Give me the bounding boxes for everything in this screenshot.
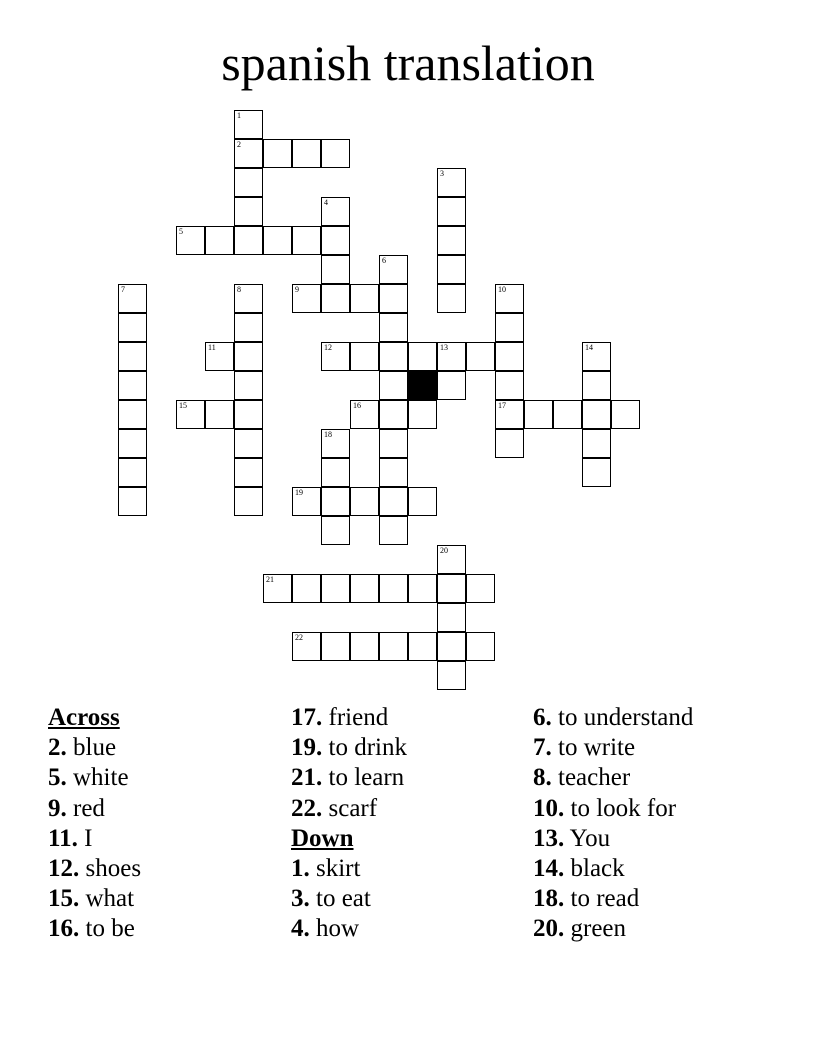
- grid-cell[interactable]: [321, 342, 350, 371]
- clue-number: 14: [585, 343, 593, 352]
- grid-cell[interactable]: [118, 400, 147, 429]
- clue-item-text: to understand: [558, 704, 694, 731]
- clue-item-text: teacher: [558, 764, 631, 792]
- grid-cell[interactable]: [379, 516, 408, 545]
- clue-item-number: 9.: [48, 794, 67, 822]
- clue-item-text: to be: [85, 915, 135, 943]
- grid-cell[interactable]: [118, 429, 147, 458]
- clue-item-number: 21.: [291, 764, 323, 792]
- grid-cell[interactable]: [176, 226, 205, 255]
- grid-cell[interactable]: [611, 400, 640, 429]
- grid-cell[interactable]: [234, 168, 263, 197]
- clue-item-text: green: [570, 915, 627, 943]
- clue-number: 4: [324, 198, 328, 207]
- grid-cell[interactable]: [437, 197, 466, 226]
- clue-item-text: what: [85, 885, 135, 913]
- grid-cell[interactable]: [234, 371, 263, 400]
- grid-cell[interactable]: [234, 313, 263, 342]
- clue-item-number: 14.: [533, 855, 565, 883]
- clue-item-number: 17.: [291, 704, 323, 731]
- clue-item: [291, 914, 407, 944]
- grid-cell[interactable]: [234, 197, 263, 226]
- grid-cell[interactable]: [292, 574, 321, 603]
- clue-item-number: 8.: [533, 764, 552, 792]
- grid-cell[interactable]: [118, 342, 147, 371]
- grid-cell[interactable]: [437, 371, 466, 400]
- grid-cell[interactable]: [292, 487, 321, 516]
- down-header: Down: [291, 824, 354, 852]
- grid-cell[interactable]: [495, 371, 524, 400]
- grid-cell[interactable]: [321, 458, 350, 487]
- grid-cell[interactable]: [553, 400, 582, 429]
- clue-item-text: black: [570, 855, 625, 883]
- grid-cell[interactable]: [437, 574, 466, 603]
- clue-item: [291, 733, 407, 763]
- grid-cell[interactable]: [321, 255, 350, 284]
- grid-cell[interactable]: [495, 284, 524, 313]
- clues-column-1: [48, 703, 141, 945]
- clue-item-number: 22.: [291, 794, 323, 822]
- grid-cell[interactable]: [379, 284, 408, 313]
- grid-cell[interactable]: [350, 400, 379, 429]
- clue-item-text: I: [84, 824, 93, 852]
- grid-cell[interactable]: [437, 284, 466, 313]
- clue-number: 6: [382, 256, 386, 265]
- grid-cell[interactable]: [350, 574, 379, 603]
- grid-cell[interactable]: [234, 284, 263, 313]
- clue-number: 1: [237, 111, 241, 120]
- grid-cell[interactable]: [263, 139, 292, 168]
- clue-item-text: to eat: [316, 885, 371, 913]
- puzzle-title: spanish translation: [221, 35, 595, 91]
- clue-item-text: shoes: [85, 855, 142, 883]
- grid-cell[interactable]: [321, 516, 350, 545]
- clue-item-number: 1.: [291, 855, 310, 883]
- clue-item-text: scarf: [328, 794, 378, 822]
- grid-cell[interactable]: [234, 458, 263, 487]
- grid-cell[interactable]: [582, 429, 611, 458]
- clue-number: 3: [440, 169, 444, 178]
- grid-cell[interactable]: [350, 487, 379, 516]
- grid-cell[interactable]: [263, 226, 292, 255]
- grid-cell[interactable]: [379, 429, 408, 458]
- grid-cell[interactable]: [321, 429, 350, 458]
- grid-cell[interactable]: [205, 342, 234, 371]
- clue-number: 15: [179, 401, 187, 410]
- grid-cell[interactable]: [379, 487, 408, 516]
- grid-cell[interactable]: [321, 197, 350, 226]
- clue-item: [48, 884, 141, 914]
- clue-item-number: 19.: [291, 734, 323, 762]
- grid-cell[interactable]: [582, 400, 611, 429]
- clue-number: 8: [237, 285, 241, 294]
- grid-cell[interactable]: [524, 400, 553, 429]
- clue-item-number: 4.: [291, 915, 310, 943]
- clue-item: [291, 763, 407, 793]
- grid-cell[interactable]: [118, 458, 147, 487]
- grid-cell[interactable]: [582, 458, 611, 487]
- grid-cell[interactable]: [350, 284, 379, 313]
- clue-number: 18: [324, 430, 332, 439]
- grid-cell[interactable]: [321, 574, 350, 603]
- grid-cell[interactable]: [437, 226, 466, 255]
- grid-cell[interactable]: [379, 632, 408, 661]
- clue-item: [533, 733, 693, 763]
- grid-cell[interactable]: [495, 342, 524, 371]
- grid-cell[interactable]: [495, 400, 524, 429]
- clue-item-number: 2.: [48, 734, 67, 762]
- clue-item-number: 3.: [291, 885, 310, 913]
- grid-cell[interactable]: [408, 400, 437, 429]
- grid-cell[interactable]: [321, 632, 350, 661]
- clue-item-text: skirt: [316, 855, 361, 883]
- clues-column-2: [291, 703, 407, 945]
- clue-number: 2: [237, 140, 241, 149]
- black-cell: [408, 371, 437, 400]
- clue-item: [533, 763, 693, 793]
- grid-cell[interactable]: [118, 371, 147, 400]
- clue-item: [48, 733, 141, 763]
- clue-item: [291, 703, 407, 733]
- grid-cell[interactable]: [466, 574, 495, 603]
- grid-cell[interactable]: [495, 313, 524, 342]
- clue-item: [533, 914, 693, 944]
- grid-cell[interactable]: [350, 342, 379, 371]
- clue-item: [48, 914, 141, 944]
- grid-cell[interactable]: [205, 400, 234, 429]
- grid-cell[interactable]: [379, 400, 408, 429]
- clue-item: [533, 824, 693, 854]
- clue-item-text: to write: [558, 734, 636, 762]
- clue-number: 5: [179, 227, 183, 236]
- grid-cell[interactable]: [263, 574, 292, 603]
- grid-cell[interactable]: [234, 226, 263, 255]
- grid-cell[interactable]: [437, 168, 466, 197]
- grid-cell[interactable]: [379, 371, 408, 400]
- grid-cell[interactable]: [292, 226, 321, 255]
- clue-number: 22: [295, 633, 303, 642]
- clue-number: 16: [353, 401, 361, 410]
- grid-cell[interactable]: [379, 255, 408, 284]
- clue-item-text: red: [73, 794, 105, 822]
- grid-cell[interactable]: [292, 139, 321, 168]
- grid-cell[interactable]: [408, 574, 437, 603]
- clue-item: [48, 824, 141, 854]
- grid-cell[interactable]: [466, 632, 495, 661]
- clue-item-number: 11.: [48, 824, 78, 852]
- clue-item-number: 12.: [48, 855, 80, 883]
- grid-cell[interactable]: [437, 545, 466, 574]
- clue-item-text: blue: [73, 734, 117, 762]
- grid-cell[interactable]: [321, 226, 350, 255]
- clue-number: 21: [266, 575, 274, 584]
- clue-item-number: 6.: [533, 704, 552, 731]
- grid-cell[interactable]: [118, 487, 147, 516]
- clue-item-text: You: [569, 824, 611, 852]
- clue-item-number: 18.: [533, 885, 565, 913]
- clue-item-number: 7.: [533, 734, 552, 762]
- grid-cell[interactable]: [292, 284, 321, 313]
- grid-cell[interactable]: [379, 342, 408, 371]
- clue-item-number: 5.: [48, 764, 67, 792]
- grid-cell[interactable]: [176, 400, 205, 429]
- grid-cell[interactable]: [234, 110, 263, 139]
- clue-number: 11: [208, 343, 216, 352]
- grid-cell[interactable]: [118, 284, 147, 313]
- across-header: Across: [48, 704, 120, 731]
- clue-item-text: how: [316, 915, 360, 943]
- clue-item: [533, 794, 693, 824]
- grid-cell[interactable]: [437, 255, 466, 284]
- grid-cell[interactable]: [234, 487, 263, 516]
- grid-cell[interactable]: [350, 632, 379, 661]
- clue-item-text: white: [73, 764, 129, 792]
- clue-item: [48, 794, 141, 824]
- clue-item: [48, 763, 141, 793]
- clue-number: 12: [324, 343, 332, 352]
- clue-item-text: to read: [570, 885, 640, 913]
- grid-cell[interactable]: [379, 313, 408, 342]
- grid-cell[interactable]: [321, 487, 350, 516]
- clue-item-number: 20.: [533, 915, 565, 943]
- clue-item-number: 10.: [533, 794, 565, 822]
- grid-cell[interactable]: [205, 226, 234, 255]
- grid-cell[interactable]: [408, 342, 437, 371]
- clue-item: [291, 794, 407, 824]
- clue-item: [533, 884, 693, 914]
- clue-number: 19: [295, 488, 303, 497]
- clue-item-number: 15.: [48, 885, 80, 913]
- clue-item-text: to look for: [570, 794, 677, 822]
- grid-cell[interactable]: [234, 429, 263, 458]
- clue-number: 10: [498, 285, 506, 294]
- grid-cell[interactable]: [379, 574, 408, 603]
- clue-item-text: to drink: [328, 734, 407, 762]
- grid-cell[interactable]: [495, 429, 524, 458]
- clue-number: 17: [498, 401, 506, 410]
- grid-cell[interactable]: [466, 342, 495, 371]
- clue-item-number: 16.: [48, 915, 80, 943]
- grid-cell[interactable]: [321, 284, 350, 313]
- clue-item: [533, 703, 693, 733]
- grid-cell[interactable]: [234, 400, 263, 429]
- clue-number: 9: [295, 285, 299, 294]
- grid-cell[interactable]: [582, 371, 611, 400]
- grid-cell[interactable]: [437, 632, 466, 661]
- grid-cell[interactable]: [292, 632, 321, 661]
- grid-cell[interactable]: [437, 603, 466, 632]
- grid-cell[interactable]: [234, 342, 263, 371]
- clue-item: [533, 854, 693, 884]
- clue-item: [291, 854, 407, 884]
- grid-cell[interactable]: [379, 458, 408, 487]
- grid-cell[interactable]: [437, 342, 466, 371]
- clue-number: 13: [440, 343, 448, 352]
- grid-cell[interactable]: [321, 139, 350, 168]
- clues-column-3: [533, 703, 693, 945]
- grid-cell[interactable]: [408, 632, 437, 661]
- clue-item-text: friend: [328, 704, 389, 731]
- grid-cell[interactable]: [437, 661, 466, 690]
- clue-item: [48, 854, 141, 884]
- grid-cell[interactable]: [582, 342, 611, 371]
- clue-item: [291, 884, 407, 914]
- grid-cell[interactable]: [234, 139, 263, 168]
- clue-number: 20: [440, 546, 448, 555]
- clue-item-number: 13.: [533, 824, 565, 852]
- grid-cell[interactable]: [408, 487, 437, 516]
- clue-item-text: to learn: [328, 764, 405, 792]
- clue-number: 7: [121, 285, 125, 294]
- grid-cell[interactable]: [118, 313, 147, 342]
